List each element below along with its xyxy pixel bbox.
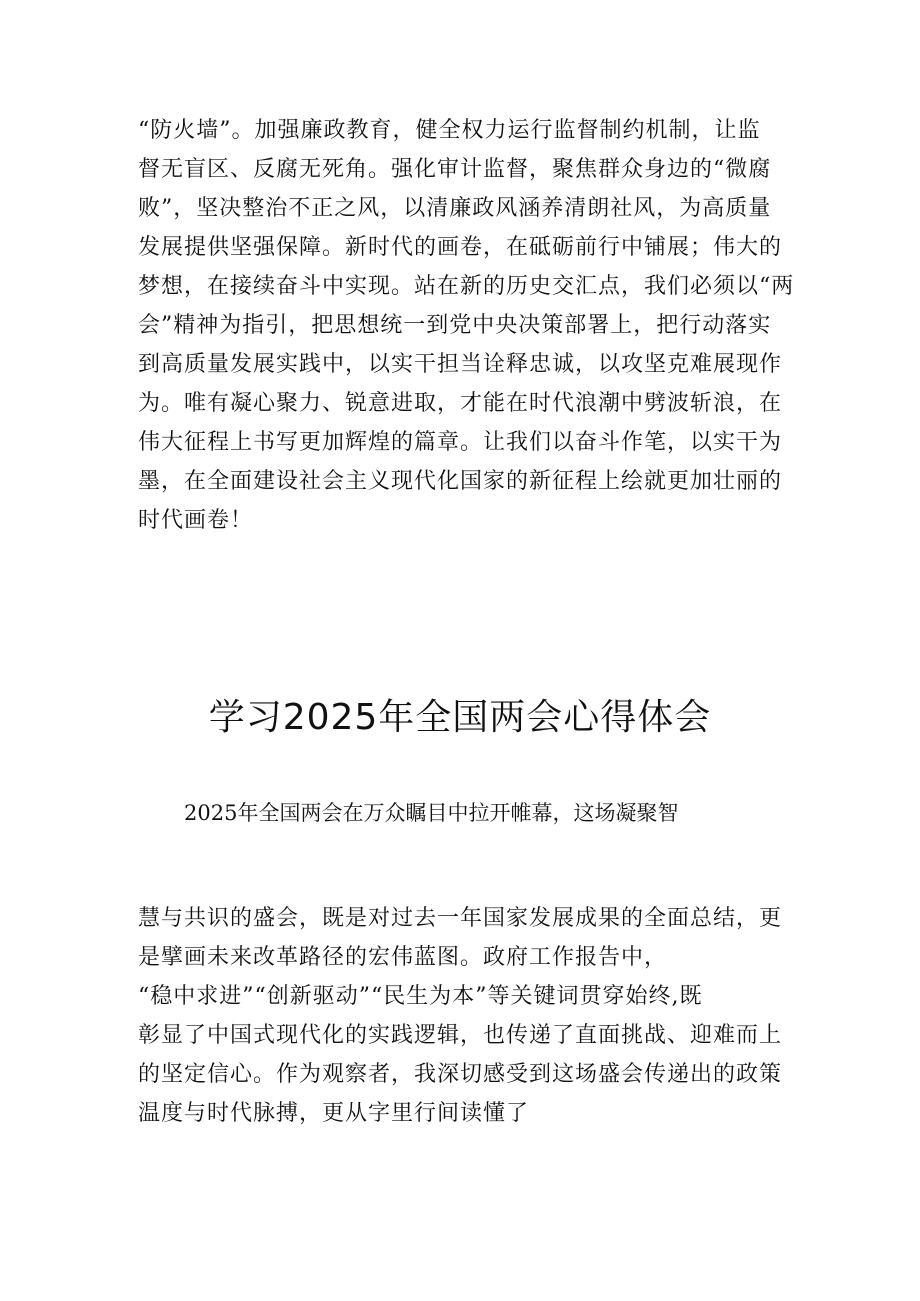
paragraph-line: 温度与时代脉搏，更从字里行间读懂了: [138, 1101, 530, 1126]
paragraph-line: 督无盲区、反腐无死角。强化审计监督，聚焦群众身边的“微腐: [138, 157, 772, 182]
paragraph-line: 梦想，在接续奋斗中实现。站在新的历史交汇点，我们必须以“两: [138, 274, 795, 299]
paragraph-line: 墨，在全面建设社会主义现代化国家的新征程上绘就更加壮丽的: [138, 469, 783, 494]
paragraph-line: 是擘画未来改革路径的宏伟蓝图。政府工作报告中，: [138, 945, 668, 970]
paragraph-line: “防火墙”。加强廉政教育，健全权力运行监督制约机制，让监: [138, 118, 761, 143]
paragraph-line: 到高质量发展实践中，以实干担当诠释忠诚，以攻坚克难展现作: [138, 352, 783, 377]
page-title: 学习2025年全国两会心得体会: [208, 697, 712, 738]
lead-paragraph-line: 2025年全国两会在万众瞩目中拉开帷幕，这场凝聚智: [184, 801, 679, 825]
paragraph-line: 慧与共识的盛会，既是对过去一年国家发展成果的全面总结，更: [138, 906, 783, 931]
paragraph-line: “稳中求进”“创新驱动”“民生为本”等关键词贯穿始终,既: [138, 984, 703, 1009]
paragraph-line: 会”精神为指引，把思想统一到党中央决策部署上，把行动落实: [138, 313, 772, 338]
paragraph-line: 发展提供坚强保障。新时代的画卷，在砥砺前行中铺展；伟大的: [138, 235, 783, 260]
paragraph-line: 的坚定信心。作为观察者，我深切感受到这场盛会传递出的政策: [138, 1062, 783, 1087]
paragraph-line: 为。唯有凝心聚力、锐意进取，才能在时代浪潮中劈波斩浪，在: [138, 391, 783, 416]
paragraph-line: 败”，坚决整治不正之风，以清廉政风涵养清朗社风，为高质量: [138, 196, 772, 221]
paragraph-line: 彰显了中国式现代化的实践逻辑，也传递了直面挑战、迎难而上: [138, 1023, 783, 1048]
paragraph-line: 伟大征程上书写更加辉煌的篇章。让我们以奋斗作笔，以实干为: [138, 430, 783, 455]
paragraph-line: 时代画卷！: [138, 508, 254, 533]
